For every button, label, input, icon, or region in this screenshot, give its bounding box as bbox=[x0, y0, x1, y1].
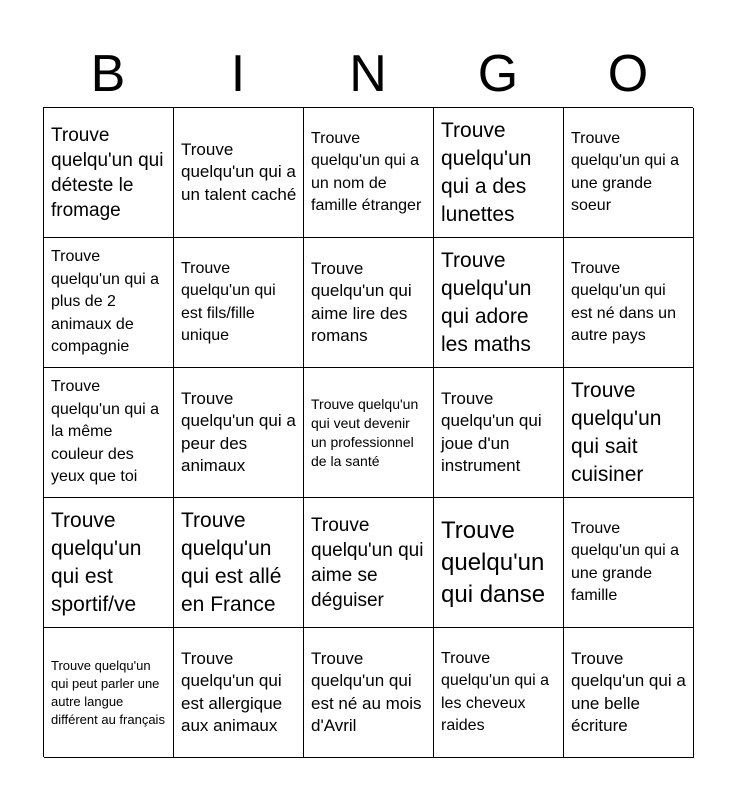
cell-text: Trouve quelqu'un qui danse bbox=[441, 516, 546, 608]
cell-text: Trouve quelqu'un qui est né dans un autre pays bbox=[571, 259, 676, 344]
cell-text: Trouve quelqu'un qui a une grande soeur bbox=[571, 129, 680, 214]
cell-text: Trouve quelqu'un qui est allé en France bbox=[181, 508, 282, 616]
cell-text: Trouve quelqu'un qui a un talent caché bbox=[181, 139, 297, 204]
cell-text: Trouve quelqu'un qui est allergique aux animaux bbox=[181, 648, 283, 735]
bingo-cell[interactable] bbox=[44, 108, 174, 238]
bingo-cell[interactable] bbox=[44, 628, 174, 758]
header-letter-g: G bbox=[477, 45, 519, 103]
bingo-cell[interactable] bbox=[304, 108, 434, 238]
header-letter-b: B bbox=[90, 45, 126, 103]
bingo-cell[interactable] bbox=[564, 498, 694, 628]
cell-text: Trouve quelqu'un qui joue d'un instrument bbox=[441, 388, 542, 475]
cell-text: Trouve quelqu'un qui a plus de 2 animaux de compagnie bbox=[51, 248, 160, 356]
cell-text: Trouve quelqu'un qui sait cuisiner bbox=[571, 378, 662, 486]
bingo-cell[interactable] bbox=[434, 628, 564, 758]
bingo-cell[interactable] bbox=[434, 108, 564, 238]
bingo-cell[interactable] bbox=[174, 368, 304, 498]
cell-text: Trouve quelqu'un qui aime se déguiser bbox=[311, 514, 424, 611]
bingo-cell[interactable] bbox=[174, 628, 304, 758]
bingo-cell[interactable] bbox=[434, 238, 564, 368]
bingo-cell[interactable] bbox=[44, 498, 174, 628]
bingo-cell[interactable] bbox=[304, 628, 434, 758]
cell-text: Trouve quelqu'un qui est sportif/ve bbox=[51, 508, 142, 616]
bingo-cell[interactable] bbox=[174, 108, 304, 238]
cell-text: Trouve quelqu'un qui a les cheveux raides bbox=[441, 649, 550, 734]
bingo-cell[interactable] bbox=[564, 238, 694, 368]
header-letter-n: N bbox=[349, 45, 387, 103]
cell-text: Trouve quelqu'un qui a une grande famille bbox=[571, 519, 680, 604]
cell-text: Trouve quelqu'un qui a des lunettes bbox=[441, 118, 532, 226]
cell-text: Trouve quelqu'un qui est né au mois d'Avril bbox=[311, 648, 422, 735]
bingo-cell[interactable] bbox=[564, 628, 694, 758]
bingo-cell[interactable] bbox=[174, 498, 304, 628]
cell-text: Trouve quelqu'un qui déteste le fromage bbox=[51, 124, 164, 221]
bingo-header bbox=[43, 40, 693, 108]
bingo-cell[interactable] bbox=[304, 238, 434, 368]
cell-text: Trouve quelqu'un qui a la même couleur des yeux que toi bbox=[51, 378, 160, 486]
bingo-cell[interactable] bbox=[434, 498, 564, 628]
cell-text: Trouve quelqu'un qui veut devenir un professionnel de la santé bbox=[311, 395, 419, 469]
cell-text: Trouve quelqu'un qui a une belle écriture bbox=[571, 648, 686, 735]
cell-text: Trouve quelqu'un qui aime lire des romans bbox=[311, 258, 412, 345]
bingo-cell[interactable] bbox=[304, 368, 434, 498]
cell-text: Trouve quelqu'un qui a peur des animaux bbox=[181, 388, 296, 475]
cell-text: Trouve quelqu'un qui peut parler une autre langue différent au français bbox=[51, 657, 165, 727]
bingo-cell[interactable] bbox=[304, 498, 434, 628]
bingo-cell[interactable] bbox=[44, 368, 174, 498]
bingo-cell[interactable] bbox=[564, 108, 694, 238]
bingo-grid bbox=[43, 107, 693, 757]
bingo-cell[interactable] bbox=[44, 238, 174, 368]
header-letter-o: O bbox=[607, 45, 649, 103]
bingo-cell[interactable] bbox=[434, 368, 564, 498]
cell-text: Trouve quelqu'un qui est fils/fille unique bbox=[181, 259, 276, 344]
cell-text: Trouve quelqu'un qui a un nom de famille étranger bbox=[311, 129, 422, 214]
bingo-cell[interactable] bbox=[564, 368, 694, 498]
bingo-cell[interactable] bbox=[174, 238, 304, 368]
header-letter-i: I bbox=[230, 45, 246, 103]
cell-text: Trouve quelqu'un qui adore les maths bbox=[441, 248, 532, 356]
